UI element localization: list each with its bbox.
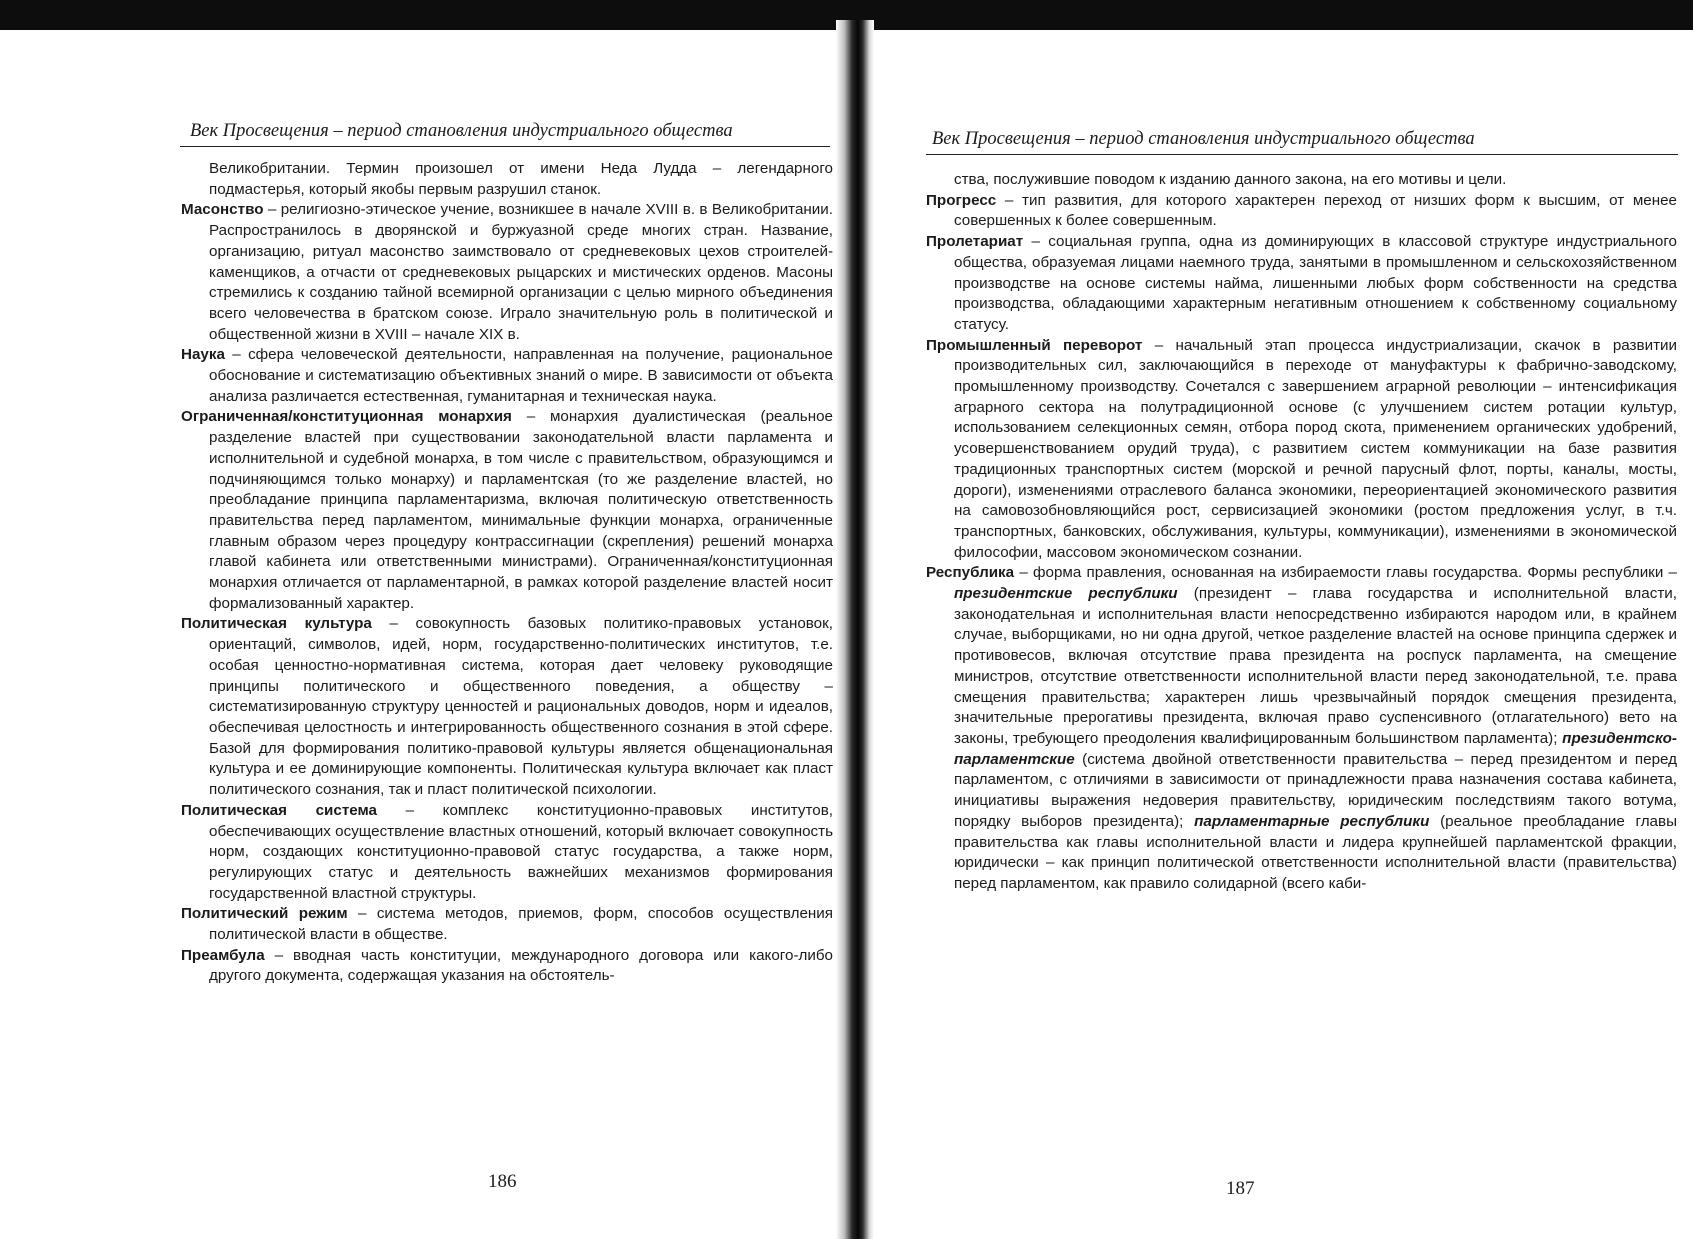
page-number: 187 xyxy=(1226,1178,1255,1199)
header-rule xyxy=(180,146,830,147)
page-number: 186 xyxy=(488,1171,517,1192)
republic-type-presidential: президентские республики xyxy=(954,585,1178,603)
glossary-entry xyxy=(926,563,1677,894)
book-gutter-shadow xyxy=(836,20,874,1239)
glossary-definition: – сфера человеческой деятельности, направленная на получение, рациональное обоснование и систематизацию объективных знаний о мире. В зависимости от объекта анализа различается естественная, гуманитарная и техническая наука. xyxy=(209,346,833,405)
glossary-text xyxy=(181,159,833,987)
glossary-entry xyxy=(926,191,1677,232)
glossary-term: Политический режим xyxy=(181,905,348,923)
glossary-definition: (реальное преобладание главы правительства как главы исполнительной власти и лидера крупнейшей парламентской фракции, юридически – как принцип политической ответственности исполнительной власти (правительства) перед парламентом, как правило солидарной (всего каби- xyxy=(954,812,1677,892)
glossary-definition: (президент – глава государства и исполнительной власти, законодательная и исполнительная власти непосредственно избираются народом или, в крайнем случае, выборщиками, но ни одна другой, четкое разделение властей на основе принципа сдержек и противовесов, включая отсутствие права президента на роспуск парламента, на смещение министров, отсутствие ответственности исполнительной власти перед законодательной, т.е. права смещения правительства; характерен лишь чрезвычайный порядок смещения президента, значительные прерогативы президента, включая право суспенсивного (отлагательного) вето на законы, требующего преодоления квалифицированным большинством парламента); xyxy=(954,585,1677,747)
glossary-term: Масонство xyxy=(181,201,264,219)
glossary-definition: – совокупность базовых политико-правовых установок, ориентаций, символов, идей, норм, государственно-политических институтов, т.е. особая ценностно-нормативная система, которая дает человеку руководящие принципы политического и общественного поведения, а обществу – систематизированную структуру ценностей и рациональных доводов, норм и идеалов, обеспечивая целостность и интегрированность общественного сознания в этой сфере. Базой для формирования политико-правовой культуры является общенациональная культура и ее доминирующие компоненты. Политическая культура включает как пласт политического сознания, так и пласт политической психологии. xyxy=(209,615,833,799)
glossary-definition: – форма правления, основанная на избираемости главы государства. Формы республики – xyxy=(1014,564,1677,582)
glossary-entry xyxy=(181,904,833,945)
glossary-entry xyxy=(181,407,833,614)
glossary-term: Политическая культура xyxy=(181,615,372,633)
glossary-entry xyxy=(181,801,833,905)
glossary-entry-continuation: ства, послужившие поводом к изданию данного закона, на его мотивы и цели. xyxy=(954,171,1507,188)
running-head: Век Просвещения – период становления индустриального общества xyxy=(190,121,733,141)
glossary-definition: – комплекс конституционно-правовых институтов, обеспечивающих осуществление властных отношений, который включает совокупность норм, создающих конституционно-правовой статус государства, а также норм, регулирующих статус и деятельность важнейших механизмов формирования государственной властной структуры. xyxy=(209,801,834,902)
left-page xyxy=(0,0,836,1239)
glossary-term: Республика xyxy=(926,564,1015,582)
republic-type-parliamentary: парламентарные республики xyxy=(1194,812,1430,830)
right-page xyxy=(874,0,1693,1239)
glossary-term: Прогресс xyxy=(926,191,997,209)
glossary-definition: (система двойной ответственности правительства – перед президентом и перед парламентом, с отличиями в зависимости от принадлежности права назначения состава кабинета, инициативы выражения недоверия правительству, юридическим последствиям такого вотума, порядку выборов президента); xyxy=(954,750,1677,830)
glossary-entry xyxy=(926,336,1677,564)
glossary-definition: – система методов, приемов, форм, способов осуществления политической власти в обществе. xyxy=(209,905,833,944)
header-rule xyxy=(926,154,1678,155)
glossary-term: Наука xyxy=(181,346,225,364)
glossary-entry xyxy=(181,614,833,800)
glossary-term: Ограниченная/конституционная монархия xyxy=(181,408,512,426)
glossary-entry xyxy=(926,232,1677,336)
republic-type-mixed: президентско-парламентские xyxy=(954,729,1677,768)
glossary-text xyxy=(926,170,1677,895)
glossary-term: Политическая система xyxy=(181,801,377,819)
running-head: Век Просвещения – период становления индустриального общества xyxy=(932,129,1475,149)
glossary-definition: – тип развития, для которого характерен переход от низших форм к высшим, от менее совершенных к более совершенным. xyxy=(954,191,1677,230)
glossary-term: Промышленный переворот xyxy=(926,336,1143,354)
glossary-definition: – вводная часть конституции, международного договора или какого-либо другого документа, содержащая указания на обстоятель- xyxy=(209,946,833,985)
glossary-entry xyxy=(181,200,833,345)
glossary-definition: – социальная группа, одна из доминирующих в классовой структуре индустриального общества, образуемая лицами наемного труда, занятыми в промышленном и сельскохозяйственном производстве на основе системы найма, лишенными любых форм собственности на средства производства, обладающими характерным негативным отношением к собственному социальному статусу. xyxy=(954,233,1677,333)
glossary-definition: – начальный этап процесса индустриализации, скачок в развитии производительных сил, заключающийся в переходе от мануфактуры к фабрично-заводскому, промышленному производству. Сочетался с завершением аграрной революции – интенсификация аграрного сектора на полутрадиционной основе (с улучшением систем ротации культур, использованием селекционных семян, отбора пород скота, применением органических удобрений, усовершенствованием орудий труда), с развитием систем коммуникации на базе развития традиционных транспортных систем (морской и речной парусный флот, порты, каналы, мосты, дороги), изменениями отраслевого баланса экономики, переориентацией экономического развития на самовозобновляющийся рост, сервисизацией экономики (ростом предложения услуг, в т.ч. транспортных, банковских, обслуживания, культуры, коммуникации), изменениями в экономической философии, массовом экономическом сознании. xyxy=(954,336,1677,561)
glossary-term: Преамбула xyxy=(181,946,265,964)
glossary-definition: – монархия дуалистическая (реальное разделение властей при существовании законодательной власти парламента и исполнительной и судебной монарха, в том числе с правительством, образующимся и подчиняющимся только монарху) и парламентская (то же разделение властей, но преобладание принципа парламентаризма, включая политическую ответственность правительства перед парламентом, минимальные функции монарха, ограниченные главным образом через процедуру контрассигнации (скрепления) решений монарха главой кабинета или ответственными министрами). Ограниченная/конституционная монархия отличается от парламентарной, в рамках которой разделение властей носит формализованный характер. xyxy=(209,408,833,612)
glossary-term: Пролетариат xyxy=(926,233,1024,251)
glossary-entry xyxy=(181,345,833,407)
glossary-definition: – религиозно-этическое учение, возникшее в начале XVIII в. в Великобритании. Распространилось в дворянской и буржуазной среде многих стран. Название, организацию, ритуал масонство заимствовало от средневековых цехов строителей-каменщиков, а отчасти от средневековых рыцарских и мистических орденов. Масоны стремились к созданию тайной всемирной организации с целью мирного объединения всего человечества в братском союзе. Играло значительную роль в политической и общественной жизни в XVIII – начале XIX в. xyxy=(209,201,833,343)
glossary-entry xyxy=(181,946,833,987)
glossary-entry-continuation: Великобритании. Термин произошел от имени Неда Лудда – легендарного подмастерья, который якобы первым разрушил станок. xyxy=(209,160,833,198)
